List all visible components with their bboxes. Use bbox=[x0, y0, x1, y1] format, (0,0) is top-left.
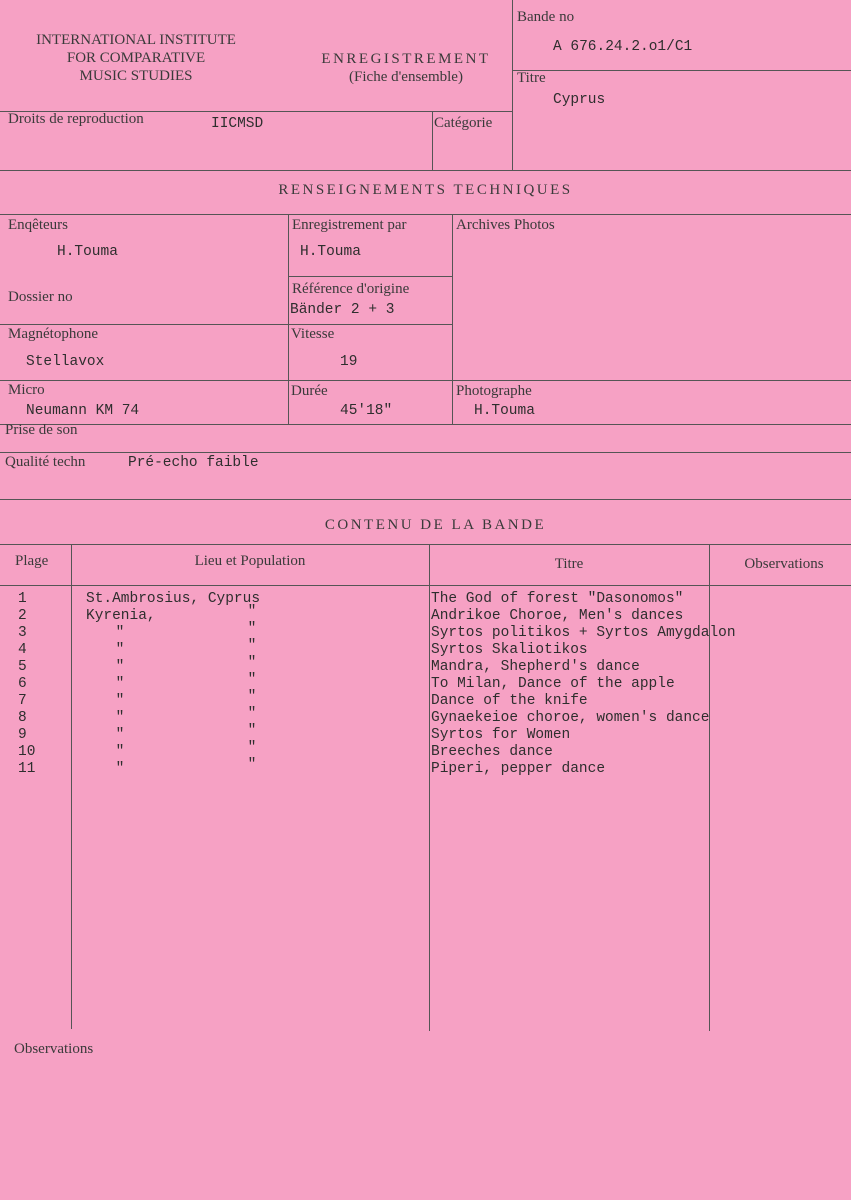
table-row bbox=[114, 744, 128, 761]
ditto-mark: " bbox=[247, 655, 257, 671]
titre-value: Syrtos politikos + Syrtos Amygdalon bbox=[431, 625, 736, 641]
prise-de-son-label: Prise de son bbox=[5, 422, 78, 438]
bande-value: A 676.24.2.o1/C1 bbox=[553, 39, 693, 55]
ditto-mark: " bbox=[247, 740, 257, 756]
reference-value: Bänder 2 + 3 bbox=[290, 302, 395, 318]
divider-categorie bbox=[432, 111, 433, 170]
ditto-mark: " bbox=[247, 621, 257, 637]
magnetophone-value: Stellavox bbox=[26, 354, 105, 370]
ditto-column-1 bbox=[114, 591, 128, 778]
table-row bbox=[246, 689, 260, 706]
plage-value: 6 bbox=[18, 676, 27, 692]
table-row bbox=[431, 761, 841, 778]
qualite-label: Qualité techn bbox=[5, 454, 86, 470]
reference-label: Référence d'origine bbox=[292, 281, 410, 297]
table-row bbox=[114, 591, 128, 608]
table-row bbox=[246, 587, 260, 604]
table-row bbox=[18, 642, 58, 659]
plage-value: 10 bbox=[18, 744, 36, 760]
table-row bbox=[114, 659, 128, 676]
enregistrement-par-value: H.Touma bbox=[300, 244, 361, 260]
table-row bbox=[246, 621, 260, 638]
table-row bbox=[431, 608, 841, 625]
micro-value: Neumann KM 74 bbox=[26, 403, 140, 419]
ditto-column-2 bbox=[246, 587, 260, 774]
table-row bbox=[114, 642, 128, 659]
enqueteurs-value: H.Touma bbox=[57, 244, 118, 260]
table-row bbox=[246, 604, 260, 621]
plage-value: 2 bbox=[18, 608, 27, 624]
ditto-mark: " bbox=[115, 727, 125, 743]
divider-tech-top bbox=[0, 214, 851, 215]
titre-value: Breeches dance bbox=[431, 744, 553, 760]
table-row bbox=[431, 591, 841, 608]
titre-value: Syrtos Skaliotikos bbox=[431, 642, 588, 658]
titre-value: Syrtos for Women bbox=[431, 727, 571, 743]
column-plage: Plage bbox=[15, 553, 49, 569]
ditto-mark: " bbox=[115, 659, 125, 675]
magnetophone-label: Magnétophone bbox=[8, 326, 98, 342]
ditto-mark: " bbox=[115, 744, 125, 760]
plage-value: 11 bbox=[18, 761, 36, 777]
droits-label: Droits de reproduction bbox=[8, 111, 144, 127]
table-row bbox=[18, 727, 58, 744]
divider-table-header bbox=[0, 585, 851, 586]
ditto-mark: " bbox=[115, 676, 125, 692]
archives-photos-label: Archives Photos bbox=[456, 217, 555, 233]
lieu-value: St.Ambrosius, Cyprus bbox=[86, 591, 261, 607]
duree-label: Durée bbox=[291, 383, 328, 399]
ditto-mark: " bbox=[115, 693, 125, 709]
duree-value: 45'18" bbox=[340, 403, 393, 419]
table-row bbox=[431, 642, 841, 659]
dossier-label: Dossier no bbox=[8, 289, 73, 305]
divider-col-plage bbox=[71, 544, 72, 1029]
titre-value: To Milan, Dance of the apple bbox=[431, 676, 675, 692]
table-row bbox=[114, 693, 128, 710]
tech-section-title: RENSEIGNEMENTS TECHNIQUES bbox=[278, 182, 573, 198]
table-row bbox=[431, 693, 841, 710]
categorie-label: Catégorie bbox=[434, 115, 493, 131]
table-row bbox=[246, 740, 260, 757]
lieu-value: Kyrenia, bbox=[86, 608, 156, 624]
titre-value: The God of forest "Dasonomos" bbox=[431, 591, 684, 607]
contenu-title: CONTENU DE LA BANDE bbox=[324, 517, 547, 533]
plage-value: 9 bbox=[18, 727, 27, 743]
table-row bbox=[18, 591, 58, 608]
divider-micro bbox=[0, 380, 851, 381]
photographe-value: H.Touma bbox=[474, 403, 535, 419]
divider-tech-col1 bbox=[288, 214, 289, 424]
ditto-mark: " bbox=[115, 625, 125, 641]
table-row bbox=[114, 727, 128, 744]
table-row bbox=[431, 727, 841, 744]
ditto-mark: " bbox=[247, 689, 257, 705]
table-row bbox=[114, 676, 128, 693]
ditto-mark: " bbox=[247, 757, 257, 773]
bande-label: Bande no bbox=[517, 9, 575, 25]
table-row bbox=[246, 672, 260, 689]
table-row bbox=[18, 659, 58, 676]
titre-label: Titre bbox=[517, 70, 546, 86]
table-row bbox=[18, 625, 58, 642]
enqueteurs-label: Enqêteurs bbox=[8, 217, 68, 233]
table-row bbox=[18, 608, 58, 625]
divider-col-lieu bbox=[429, 544, 430, 1031]
plage-value: 7 bbox=[18, 693, 27, 709]
divider-magnetophone bbox=[0, 324, 452, 325]
table-row bbox=[18, 761, 58, 778]
divider-header-bottom bbox=[0, 170, 851, 171]
titre-value: Andrikoe Choroe, Men's dances bbox=[431, 608, 684, 624]
titre-value: Cyprus bbox=[553, 92, 606, 108]
micro-label: Micro bbox=[8, 382, 45, 398]
plage-value: 1 bbox=[18, 591, 27, 607]
vitesse-value: 19 bbox=[340, 354, 358, 370]
card-title: ENREGISTREMENT bbox=[321, 51, 491, 67]
table-row bbox=[431, 659, 841, 676]
table-row bbox=[246, 638, 260, 655]
observations-label: Observations bbox=[14, 1041, 94, 1057]
ditto-mark: " bbox=[247, 672, 257, 688]
plage-value: 4 bbox=[18, 642, 27, 658]
vitesse-label: Vitesse bbox=[291, 326, 335, 342]
table-row bbox=[431, 676, 841, 693]
table-row bbox=[114, 761, 128, 778]
divider-right-block bbox=[512, 0, 513, 170]
table-row bbox=[114, 608, 128, 625]
table-row bbox=[114, 710, 128, 727]
ditto-mark: " bbox=[247, 604, 257, 620]
titre-value: Piperi, pepper dance bbox=[431, 761, 606, 777]
table-row bbox=[18, 744, 58, 761]
plage-value: 5 bbox=[18, 659, 27, 675]
enregistrement-par-label: Enregistrement par bbox=[292, 217, 407, 233]
divider-table-top bbox=[0, 544, 851, 545]
droits-value: IICMSD bbox=[211, 116, 264, 132]
qualite-value: Pré-echo faible bbox=[128, 455, 259, 471]
table-row bbox=[431, 710, 841, 727]
plage-value: 3 bbox=[18, 625, 27, 641]
plage-value: 8 bbox=[18, 710, 27, 726]
titre-value: Mandra, Shepherd's dance bbox=[431, 659, 640, 675]
table-row bbox=[18, 676, 58, 693]
column-titre: Titre bbox=[554, 556, 584, 572]
divider-tech-col2 bbox=[452, 214, 453, 424]
divider-bande-titre bbox=[512, 70, 851, 71]
photographe-label: Photographe bbox=[456, 383, 532, 399]
table-row bbox=[431, 744, 841, 761]
ditto-mark: " bbox=[115, 642, 125, 658]
table-row bbox=[18, 693, 58, 710]
titre-column-values bbox=[431, 591, 841, 778]
ditto-mark: " bbox=[115, 761, 125, 777]
ditto-mark: " bbox=[247, 638, 257, 654]
plage-column-values bbox=[18, 591, 58, 778]
table-row bbox=[246, 706, 260, 723]
divider-qualite bbox=[0, 452, 851, 453]
institute-line-2: FOR COMPARATIVE bbox=[66, 50, 206, 66]
table-row bbox=[431, 625, 841, 642]
divider-tech-bottom bbox=[0, 499, 851, 500]
institute-line-3: MUSIC STUDIES bbox=[79, 68, 193, 84]
table-row bbox=[246, 723, 260, 740]
institute-line-1: INTERNATIONAL INSTITUTE bbox=[36, 32, 236, 48]
table-row bbox=[18, 710, 58, 727]
ditto-mark: " bbox=[247, 706, 257, 722]
titre-value: Gynaekeioe choroe, women's dance bbox=[431, 710, 710, 726]
divider-reference bbox=[288, 276, 452, 277]
titre-value: Dance of the knife bbox=[431, 693, 588, 709]
table-row bbox=[246, 757, 260, 774]
ditto-mark: " bbox=[115, 710, 125, 726]
card-subtitle: (Fiche d'ensemble) bbox=[349, 69, 463, 85]
column-lieu: Lieu et Population bbox=[194, 553, 306, 569]
divider-prise-de-son bbox=[0, 424, 851, 425]
table-row bbox=[246, 655, 260, 672]
table-row bbox=[114, 625, 128, 642]
column-observations: Observations bbox=[744, 556, 824, 572]
ditto-mark: " bbox=[247, 723, 257, 739]
